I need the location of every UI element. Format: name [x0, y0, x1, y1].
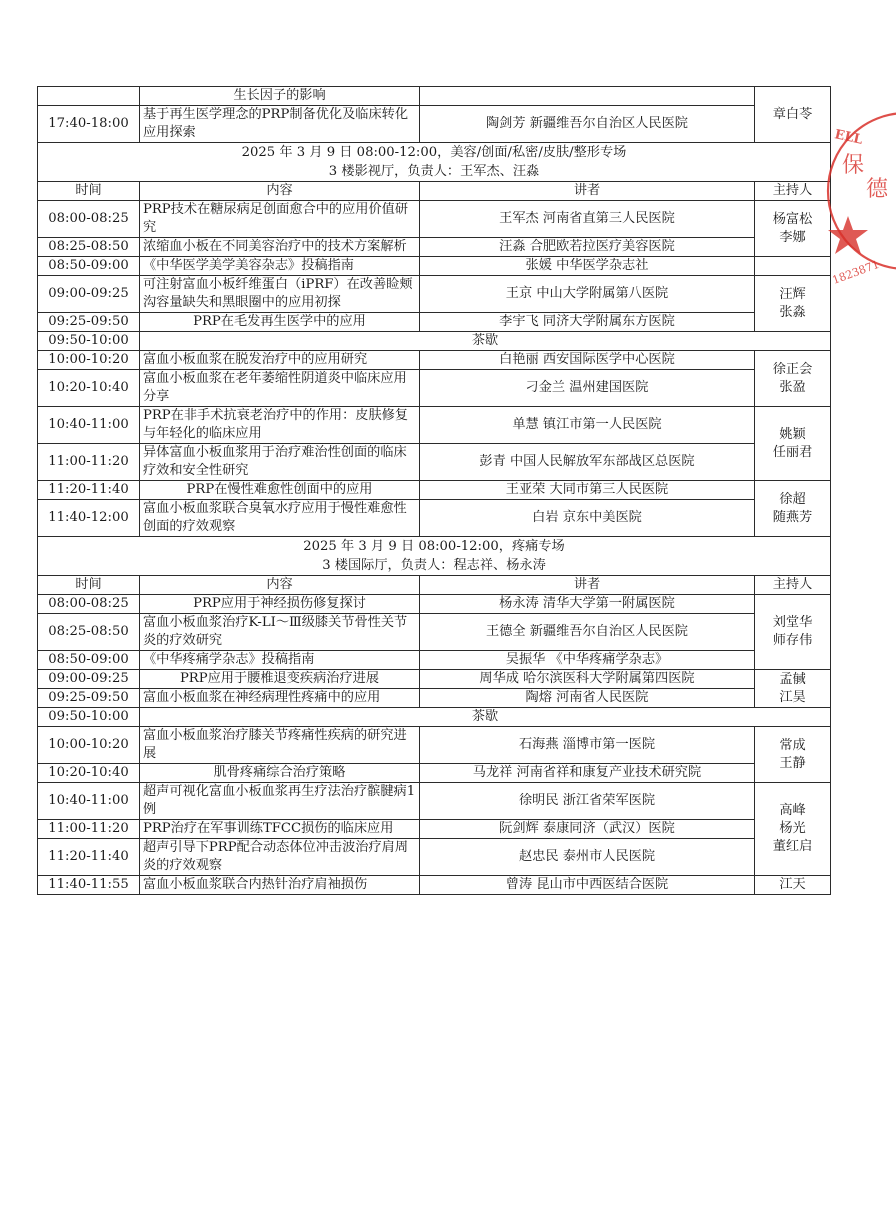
speaker-cell: 马龙祥 河南省祥和康复产业技术研究院 — [420, 764, 755, 783]
time-cell: 10:40-11:00 — [38, 407, 140, 444]
host-cell: 杨富松 李娜 — [755, 201, 831, 257]
time-cell: 09:50-10:00 — [38, 708, 140, 727]
speaker-cell: 赵忠民 泰州市人民医院 — [420, 839, 755, 876]
content-cell: 富血小板血浆治疗K-LⅠ～Ⅲ级膝关节骨性关节炎的疗效研究 — [140, 614, 420, 651]
speaker-cell: 王德全 新疆维吾尔自治区人民医院 — [420, 614, 755, 651]
time-cell: 09:50-10:00 — [38, 332, 140, 351]
content-cell: 富血小板血浆在老年萎缩性阴道炎中临床应用分享 — [140, 370, 420, 407]
content-cell: PRP在非手术抗衰老治疗中的作用：皮肤修复与年轻化的临床应用 — [140, 407, 420, 444]
content-cell: PRP应用于神经损伤修复探讨 — [140, 595, 420, 614]
content-cell: 《中华疼痛学杂志》投稿指南 — [140, 651, 420, 670]
header-time: 时间 — [38, 576, 140, 595]
time-cell: 08:00-08:25 — [38, 201, 140, 238]
table-row — [38, 87, 831, 106]
time-cell: 10:20-10:40 — [38, 370, 140, 407]
speaker-cell: 曾涛 昆山市中西医结合医院 — [420, 876, 755, 895]
time-cell — [38, 87, 140, 106]
table-row — [38, 407, 831, 444]
content-cell: 富血小板血浆治疗膝关节疼痛性疾病的研究进展 — [140, 727, 420, 764]
table-row — [38, 257, 831, 276]
time-cell: 10:40-11:00 — [38, 783, 140, 820]
session-banner-text: 2025 年 3 月 9 日 08:00-12:00，疼痛专场 3 楼国际厅，负责人：程志祥、杨永涛 — [38, 537, 831, 576]
time-cell: 09:00-09:25 — [38, 276, 140, 313]
content-cell: PRP在慢性难愈性创面中的应用 — [140, 481, 420, 500]
speaker-cell: 吴振华 《中华疼痛学杂志》 — [420, 651, 755, 670]
content-cell: 可注射富血小板纤维蛋白（iPRF）在改善睑颊沟容量缺失和黑眼圈中的应用初探 — [140, 276, 420, 313]
speaker-cell: 阮剑辉 泰康同济（武汉）医院 — [420, 820, 755, 839]
content-cell: 基于再生医学理念的PRP制备优化及临床转化应用探索 — [140, 106, 420, 143]
header-speaker: 讲者 — [420, 576, 755, 595]
table-row — [38, 313, 831, 332]
speaker-cell: 石海燕 淄博市第一医院 — [420, 727, 755, 764]
table-row — [38, 764, 831, 783]
svg-text:保: 保 — [842, 153, 865, 178]
table-row — [38, 481, 831, 500]
table-row — [38, 839, 831, 876]
table-row — [38, 614, 831, 651]
content-cell: 异体富血小板血浆用于治疗难治性创面的临床疗效和安全性研究 — [140, 444, 420, 481]
time-cell: 11:00-11:20 — [38, 444, 140, 481]
speaker-cell: 单慧 镇江市第一人民医院 — [420, 407, 755, 444]
speaker-cell: 刁金兰 温州建国医院 — [420, 370, 755, 407]
red-seal-stamp — [826, 96, 896, 286]
table-row — [38, 444, 831, 481]
table-row — [38, 595, 831, 614]
content-cell: 富血小板血浆在神经病理性疼痛中的应用 — [140, 689, 420, 708]
time-cell: 11:20-11:40 — [38, 481, 140, 500]
speaker-cell: 李宇飞 同济大学附属东方医院 — [420, 313, 755, 332]
speaker-cell: 王军杰 河南省直第三人民医院 — [420, 201, 755, 238]
host-cell: 刘堂华 师存伟 — [755, 595, 831, 670]
time-cell: 09:00-09:25 — [38, 670, 140, 689]
header-speaker: 讲者 — [420, 182, 755, 201]
time-cell: 08:00-08:25 — [38, 595, 140, 614]
content-cell: 富血小板血浆联合内热针治疗肩袖损伤 — [140, 876, 420, 895]
speaker-cell: 王京 中山大学附属第八医院 — [420, 276, 755, 313]
session-banner-text: 2025 年 3 月 9 日 08:00-12:00，美容/创面/私密/皮肤/整形专场 3 楼影视厅，负责人：王军杰、汪淼 — [38, 143, 831, 182]
host-cell: 孟戫 江昊 — [755, 670, 831, 708]
content-cell: 生长因子的影响 — [140, 87, 420, 106]
table-row — [38, 820, 831, 839]
content-cell: 肌骨疼痛综合治疗策略 — [140, 764, 420, 783]
content-cell: 超声引导下PRP配合动态体位冲击波治疗肩周炎的疗效观察 — [140, 839, 420, 876]
host-cell — [755, 257, 831, 276]
speaker-cell: 白岩 京东中美医院 — [420, 500, 755, 537]
host-cell: 高峰 杨光 董红启 — [755, 783, 831, 876]
table-row — [38, 670, 831, 689]
table-row — [38, 651, 831, 670]
break-cell: 茶歇 — [140, 708, 831, 727]
time-cell: 11:20-11:40 — [38, 839, 140, 876]
time-cell: 10:20-10:40 — [38, 764, 140, 783]
svg-text:德: 德 — [866, 177, 889, 202]
speaker-cell: 陶熔 河南省人民医院 — [420, 689, 755, 708]
content-cell: 《中华医学美学美容杂志》投稿指南 — [140, 257, 420, 276]
content-cell: 富血小板血浆联合臭氧水疗应用于慢性难愈性创面的疗效观察 — [140, 500, 420, 537]
table-row — [38, 201, 831, 238]
table-row — [38, 783, 831, 820]
content-cell: 富血小板血浆在脱发治疗中的应用研究 — [140, 351, 420, 370]
svg-text:ELL: ELL — [833, 127, 864, 148]
header-time: 时间 — [38, 182, 140, 201]
content-cell: PRP治疗在军事训练TFCC损伤的临床应用 — [140, 820, 420, 839]
time-cell: 11:40-12:00 — [38, 500, 140, 537]
table-header-row — [38, 576, 831, 595]
table-row — [38, 876, 831, 895]
session-banner — [38, 537, 831, 576]
table-row — [38, 238, 831, 257]
table-row — [38, 106, 831, 143]
table-row — [38, 351, 831, 370]
host-cell: 姚颖 任丽君 — [755, 407, 831, 481]
header-content: 内容 — [140, 182, 420, 201]
time-cell: 09:25-09:50 — [38, 689, 140, 708]
break-cell: 茶歇 — [140, 332, 831, 351]
svg-text:1823871: 1823871 — [830, 257, 882, 287]
table-header-row — [38, 182, 831, 201]
session-banner — [38, 143, 831, 182]
host-cell: 徐正会 张盈 — [755, 351, 831, 407]
time-cell: 08:25-08:50 — [38, 614, 140, 651]
content-cell: PRP技术在糖尿病足创面愈合中的应用价值研究 — [140, 201, 420, 238]
host-cell: 徐超 随燕芳 — [755, 481, 831, 537]
time-cell: 11:40-11:55 — [38, 876, 140, 895]
time-cell: 10:00-10:20 — [38, 351, 140, 370]
time-cell: 17:40-18:00 — [38, 106, 140, 143]
break-row — [38, 708, 831, 727]
content-cell: 超声可视化富血小板血浆再生疗法治疗髌腱病1例 — [140, 783, 420, 820]
host-cell: 章白苓 — [755, 87, 831, 143]
host-cell: 江天 — [755, 876, 831, 895]
speaker-cell: 彭青 中国人民解放军东部战区总医院 — [420, 444, 755, 481]
host-cell: 常成 王静 — [755, 727, 831, 783]
break-row — [38, 332, 831, 351]
time-cell: 09:25-09:50 — [38, 313, 140, 332]
speaker-cell: 杨永涛 清华大学第一附属医院 — [420, 595, 755, 614]
time-cell: 08:25-08:50 — [38, 238, 140, 257]
header-host: 主持人 — [755, 182, 831, 201]
speaker-cell: 徐明民 浙江省荣军医院 — [420, 783, 755, 820]
content-cell: PRP应用于腰椎退变疾病治疗进展 — [140, 670, 420, 689]
speaker-cell: 陶剑芳 新疆维吾尔自治区人民医院 — [420, 106, 755, 143]
speaker-cell: 汪淼 合肥欧若拉医疗美容医院 — [420, 238, 755, 257]
table-row — [38, 727, 831, 764]
table-row — [38, 500, 831, 537]
time-cell: 10:00-10:20 — [38, 727, 140, 764]
time-cell: 11:00-11:20 — [38, 820, 140, 839]
table-row — [38, 276, 831, 313]
speaker-cell: 王亚荣 大同市第三人民医院 — [420, 481, 755, 500]
schedule-table — [37, 86, 831, 895]
header-host: 主持人 — [755, 576, 831, 595]
header-content: 内容 — [140, 576, 420, 595]
content-cell: PRP在毛发再生医学中的应用 — [140, 313, 420, 332]
table-row — [38, 370, 831, 407]
content-cell: 浓缩血小板在不同美容治疗中的技术方案解析 — [140, 238, 420, 257]
speaker-cell: 白艳丽 西安国际医学中心医院 — [420, 351, 755, 370]
time-cell: 08:50-09:00 — [38, 651, 140, 670]
time-cell: 08:50-09:00 — [38, 257, 140, 276]
table-row — [38, 689, 831, 708]
speaker-cell: 周华成 哈尔滨医科大学附属第四医院 — [420, 670, 755, 689]
host-cell: 汪辉 张淼 — [755, 276, 831, 332]
speaker-cell: 张媛 中华医学杂志社 — [420, 257, 755, 276]
speaker-cell — [420, 87, 755, 106]
